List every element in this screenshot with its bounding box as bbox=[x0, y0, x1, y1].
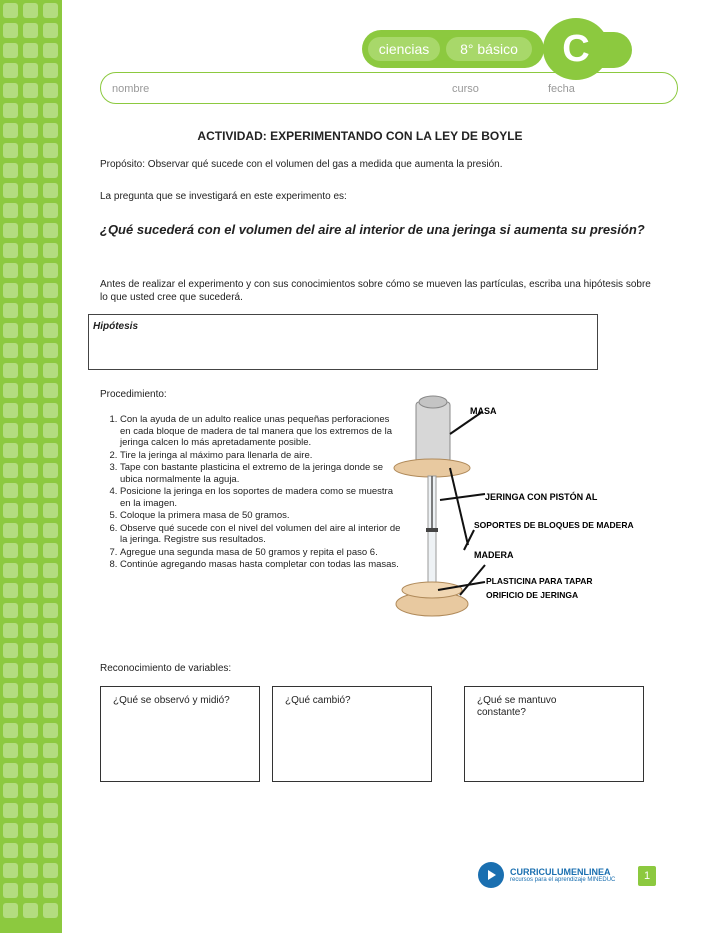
side-pattern-square bbox=[43, 543, 58, 558]
side-pattern-square bbox=[23, 323, 38, 338]
side-pattern-square bbox=[3, 863, 18, 878]
side-pattern-square bbox=[3, 463, 18, 478]
side-pattern-square bbox=[23, 703, 38, 718]
side-pattern-square bbox=[3, 363, 18, 378]
side-pattern-square bbox=[43, 323, 58, 338]
brand-tagline: recursos para el aprendizaje MINEDUC bbox=[510, 877, 616, 883]
side-pattern-square bbox=[43, 503, 58, 518]
side-pattern-square bbox=[3, 403, 18, 418]
side-pattern-square bbox=[23, 63, 38, 78]
top-wood-block bbox=[394, 459, 470, 477]
date-label: fecha bbox=[548, 83, 575, 95]
side-pattern-square bbox=[43, 843, 58, 858]
student-info-bar bbox=[100, 72, 678, 104]
label-plasticine-2: ORIFICIO DE JERINGA bbox=[486, 590, 579, 600]
side-pattern-square bbox=[43, 903, 58, 918]
side-pattern-square bbox=[43, 263, 58, 278]
mass-weight bbox=[416, 402, 450, 462]
side-pattern-square bbox=[43, 63, 58, 78]
side-pattern-square bbox=[43, 303, 58, 318]
side-pattern-square bbox=[43, 703, 58, 718]
research-question: ¿Qué sucederá con el volumen del aire al interior de una jeringa si aumenta su presión? bbox=[100, 222, 645, 237]
side-pattern-square bbox=[23, 223, 38, 238]
page-number: 1 bbox=[638, 866, 656, 886]
step-item: 7. Agregue una segunda masa de 50 gramos y repita el paso 6. bbox=[120, 547, 402, 559]
side-pattern-square bbox=[3, 183, 18, 198]
side-pattern-square bbox=[23, 243, 38, 258]
side-pattern-square bbox=[23, 483, 38, 498]
side-pattern-square bbox=[43, 23, 58, 38]
side-pattern-square bbox=[43, 43, 58, 58]
step-item: 1. Con la ayuda de un adulto realice unas pequeñas perforaciones en cada bloque de madera de tal manera que los extremos de la jeringa calcen lo más apretadamente posible. bbox=[120, 414, 402, 449]
side-pattern-square bbox=[3, 163, 18, 178]
side-pattern-square bbox=[3, 823, 18, 838]
side-pattern-square bbox=[3, 203, 18, 218]
label-mass: MASA bbox=[470, 406, 497, 416]
side-pattern-square bbox=[43, 403, 58, 418]
side-pattern-square bbox=[23, 623, 38, 638]
level-letter-badge: C bbox=[543, 18, 609, 80]
side-pattern-square bbox=[3, 583, 18, 598]
course-label: curso bbox=[452, 83, 479, 95]
side-pattern-square bbox=[3, 83, 18, 98]
side-pattern-square bbox=[43, 763, 58, 778]
side-pattern-square bbox=[43, 603, 58, 618]
side-pattern-square bbox=[43, 683, 58, 698]
name-label: nombre bbox=[112, 83, 150, 95]
side-pattern-square bbox=[43, 423, 58, 438]
procedure-steps bbox=[100, 414, 402, 572]
side-pattern-square bbox=[3, 223, 18, 238]
side-pattern-square bbox=[43, 743, 58, 758]
side-pattern-square bbox=[3, 603, 18, 618]
side-pattern-square bbox=[43, 103, 58, 118]
step-item: 2. Tire la jeringa al máximo para llenarla de aire. bbox=[120, 450, 402, 462]
side-pattern-square bbox=[43, 863, 58, 878]
side-pattern-square bbox=[3, 23, 18, 38]
curriculum-logo bbox=[478, 862, 615, 888]
side-pattern-square bbox=[3, 143, 18, 158]
side-pattern-square bbox=[23, 143, 38, 158]
side-pattern-square bbox=[23, 723, 38, 738]
side-pattern-square bbox=[23, 283, 38, 298]
step-item: 6. Observe qué sucede con el nivel del volumen del aire al interior de la jeringa. Registre sus resultados. bbox=[120, 523, 402, 546]
question-intro: La pregunta que se investigará en este experimento es: bbox=[100, 191, 347, 202]
observed-question: ¿Qué se observó y midió? bbox=[113, 695, 230, 706]
step-item: 4. Posicione la jeringa en los soportes de madera como se muestra en la imagen. bbox=[120, 486, 402, 509]
side-pattern-square bbox=[23, 443, 38, 458]
side-pattern-square bbox=[23, 523, 38, 538]
side-pattern-square bbox=[3, 783, 18, 798]
side-pattern-square bbox=[23, 683, 38, 698]
side-pattern-square bbox=[43, 143, 58, 158]
side-pattern-square bbox=[3, 803, 18, 818]
side-pattern-square bbox=[43, 443, 58, 458]
procedure-label: Procedimiento: bbox=[100, 389, 167, 400]
side-pattern-square bbox=[23, 903, 38, 918]
side-pattern-square bbox=[3, 63, 18, 78]
side-pattern-square bbox=[3, 503, 18, 518]
side-pattern-square bbox=[3, 303, 18, 318]
side-pattern-square bbox=[3, 623, 18, 638]
step-item: 3. Tape con bastante plasticina el extremo de la jeringa donde se ubica normalmente la aguja. bbox=[120, 462, 402, 485]
hypothesis-label: Hipótesis bbox=[93, 321, 139, 332]
changed-question: ¿Qué cambió? bbox=[285, 695, 351, 706]
observed-variable-box[interactable] bbox=[100, 686, 260, 782]
side-pattern-square bbox=[23, 763, 38, 778]
side-pattern-square bbox=[43, 623, 58, 638]
activity-title: ACTIVIDAD: EXPERIMENTANDO CON LA LEY DE BOYLE bbox=[197, 129, 523, 143]
side-pattern-square bbox=[23, 803, 38, 818]
side-pattern-square bbox=[3, 423, 18, 438]
brand-name: CURRICULUMENLINEA bbox=[510, 867, 611, 877]
side-pattern-square bbox=[3, 663, 18, 678]
side-pattern-square bbox=[23, 203, 38, 218]
side-pattern-square bbox=[43, 663, 58, 678]
side-pattern-square bbox=[23, 463, 38, 478]
grade-tag: 8° básico bbox=[446, 37, 532, 61]
side-pattern-square bbox=[23, 563, 38, 578]
side-pattern-square bbox=[23, 863, 38, 878]
side-pattern-square bbox=[23, 423, 38, 438]
constant-question: ¿Qué se mantuvo constante? bbox=[477, 695, 557, 718]
side-pattern-square bbox=[3, 723, 18, 738]
subject-tag: ciencias bbox=[368, 37, 440, 61]
side-pattern-square bbox=[3, 343, 18, 358]
label-supports: SOPORTES DE BLOQUES DE MADERA bbox=[474, 520, 634, 530]
side-pattern-square bbox=[3, 643, 18, 658]
side-pattern-square bbox=[43, 163, 58, 178]
side-pattern-square bbox=[43, 883, 58, 898]
step-item: 8. Continúe agregando masas hasta completar con todas las masas. bbox=[120, 559, 402, 571]
constant-variable-box[interactable] bbox=[464, 686, 644, 782]
side-pattern-square bbox=[43, 243, 58, 258]
side-pattern-square bbox=[43, 583, 58, 598]
side-pattern-square bbox=[43, 363, 58, 378]
side-pattern-square bbox=[23, 783, 38, 798]
side-pattern-square bbox=[43, 723, 58, 738]
side-pattern-square bbox=[23, 263, 38, 278]
hypothesis-intro: Antes de realizar el experimento y con sus conocimientos sobre cómo se mueven las partículas, escriba una hipótesis sobre lo que usted cree que sucederá. bbox=[100, 279, 651, 303]
side-pattern-square bbox=[3, 523, 18, 538]
side-pattern-square bbox=[23, 663, 38, 678]
side-pattern-square bbox=[43, 483, 58, 498]
side-pattern-square bbox=[3, 843, 18, 858]
side-pattern-square bbox=[3, 883, 18, 898]
side-pattern-square bbox=[23, 503, 38, 518]
side-pattern-square bbox=[23, 83, 38, 98]
side-pattern-square bbox=[3, 443, 18, 458]
changed-variable-box[interactable] bbox=[272, 686, 432, 782]
side-pattern-square bbox=[3, 323, 18, 338]
side-pattern-square bbox=[23, 43, 38, 58]
side-pattern-square bbox=[43, 383, 58, 398]
side-pattern-square bbox=[23, 583, 38, 598]
side-pattern-square bbox=[3, 763, 18, 778]
side-pattern-square bbox=[3, 563, 18, 578]
side-pattern-square bbox=[23, 643, 38, 658]
side-pattern-square bbox=[43, 783, 58, 798]
side-pattern-square bbox=[3, 683, 18, 698]
side-pattern-square bbox=[43, 283, 58, 298]
side-pattern-square bbox=[23, 883, 38, 898]
step-item: 5. Coloque la primera masa de 50 gramos. bbox=[120, 510, 402, 522]
side-pattern-square bbox=[23, 743, 38, 758]
side-pattern-square bbox=[43, 223, 58, 238]
side-pattern-square bbox=[23, 343, 38, 358]
side-pattern-square bbox=[3, 703, 18, 718]
side-pattern-square bbox=[43, 823, 58, 838]
label-syringe: JERINGA CON PISTÓN AL bbox=[485, 492, 598, 502]
side-pattern-square bbox=[3, 483, 18, 498]
side-pattern-square bbox=[3, 903, 18, 918]
side-pattern-square bbox=[3, 103, 18, 118]
side-pattern-square bbox=[3, 3, 18, 18]
side-pattern-square bbox=[43, 3, 58, 18]
side-pattern-square bbox=[43, 523, 58, 538]
side-pattern-square bbox=[23, 823, 38, 838]
side-pattern-square bbox=[43, 463, 58, 478]
side-pattern-square bbox=[43, 563, 58, 578]
side-pattern-square bbox=[3, 263, 18, 278]
label-plasticine: PLASTICINA PARA TAPAR bbox=[486, 576, 593, 586]
hypothesis-box[interactable] bbox=[88, 314, 598, 370]
variables-label: Reconocimiento de variables: bbox=[100, 663, 232, 674]
label-wood: MADERA bbox=[474, 550, 514, 560]
side-pattern-square bbox=[43, 183, 58, 198]
side-pattern-square bbox=[3, 743, 18, 758]
side-pattern-square bbox=[43, 343, 58, 358]
side-pattern-square bbox=[23, 163, 38, 178]
side-pattern-square bbox=[23, 363, 38, 378]
side-pattern-square bbox=[43, 803, 58, 818]
side-pattern-square bbox=[23, 183, 38, 198]
side-pattern-square bbox=[3, 283, 18, 298]
side-pattern-square bbox=[43, 643, 58, 658]
side-pattern-square bbox=[43, 203, 58, 218]
side-pattern-square bbox=[3, 243, 18, 258]
side-pattern-square bbox=[23, 103, 38, 118]
side-pattern-square bbox=[23, 383, 38, 398]
side-pattern-square bbox=[3, 543, 18, 558]
side-pattern-square bbox=[23, 843, 38, 858]
side-pattern-square bbox=[43, 83, 58, 98]
side-pattern-square bbox=[23, 543, 38, 558]
purpose-text: Propósito: Observar qué sucede con el volumen del gas a medida que aumenta la presión. bbox=[100, 159, 503, 170]
side-pattern-square bbox=[23, 303, 38, 318]
side-pattern-square bbox=[23, 3, 38, 18]
side-pattern-square bbox=[23, 23, 38, 38]
side-pattern-square bbox=[3, 383, 18, 398]
play-arrow-icon bbox=[478, 862, 504, 888]
side-pattern-square bbox=[23, 403, 38, 418]
side-pattern-square bbox=[23, 603, 38, 618]
syringe-experiment-diagram bbox=[390, 390, 670, 630]
side-pattern-square bbox=[3, 43, 18, 58]
